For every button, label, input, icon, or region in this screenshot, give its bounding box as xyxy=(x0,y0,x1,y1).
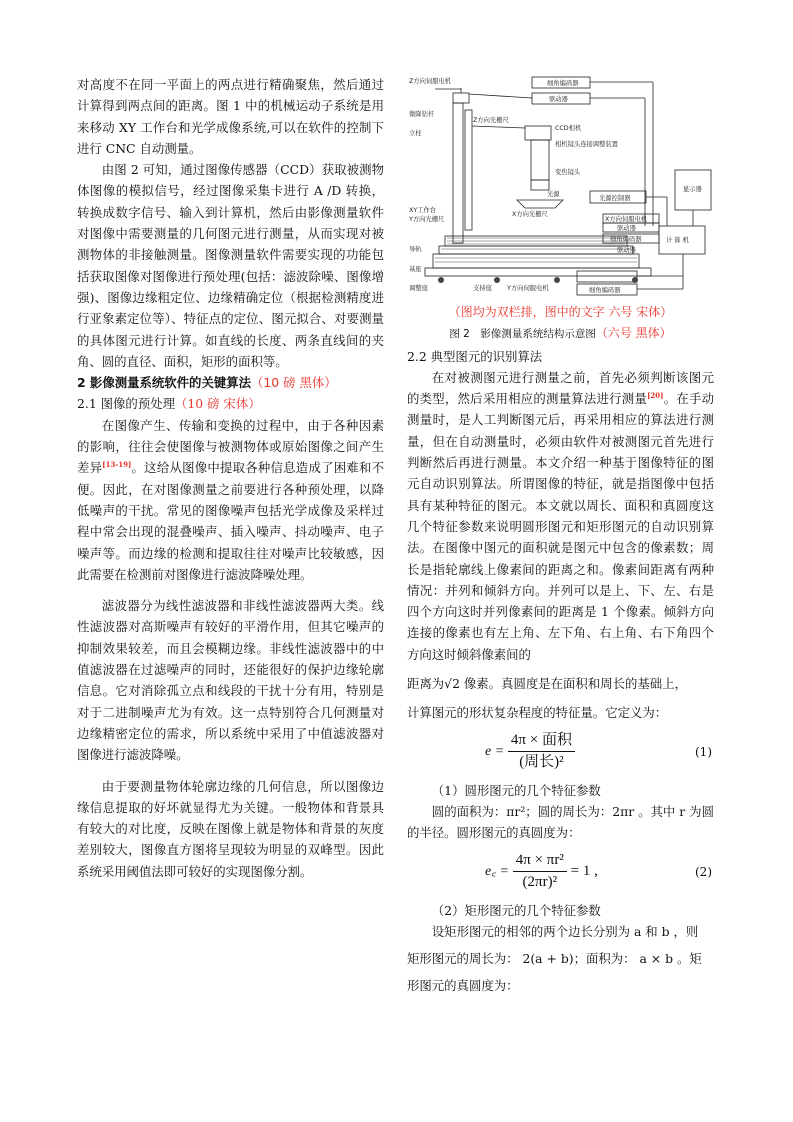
right-column xyxy=(407,76,714,997)
paragraph-rectangle-1: 设矩形图元的相邻的两个边长分别为 a 和 b ，则 xyxy=(431,923,699,939)
paragraph-edge: 由于要测量物体轮廓边缘的几何信息，所以图像边缘信息提取的好坏就显得尤为关键。一般物体和背景具有较大的对比度，反映在图像上就是物体和背景的灰度差别较大，图像直方图将呈现较为明显的双峰型。因此系统采用阈值法即可较好的实现图像分割。 xyxy=(77,778,384,879)
figure-caption-text: 图 2 影像测量系统结构示意图 xyxy=(449,328,596,341)
paragraph-preprocessing-b: 。这给从图像中提取各种信息造成了困难和不便。因此，在对图像测量之前要进行各种预处理，以降低噪声的干扰。常见的图像噪声包括光学成像及采样过程中常会出现的混叠噪声、插入噪声、抖动噪声、电子噪声等。而边缘的检测和提取往往对噪声比较敏感，因此需要在检测前对图像进行滤波降噪处理。 xyxy=(77,460,385,582)
figure-label: 细角编码器 xyxy=(589,287,621,294)
equation-1-lhs: e = xyxy=(485,743,505,759)
figure-label: 驱动器 xyxy=(617,247,636,254)
figure-label: Z方向光栅尺 xyxy=(473,117,509,124)
figure-label: 相机镜头连接调整装置 xyxy=(555,141,618,148)
paragraph-recognition-a: 在对被测图元进行测量之前，首先必须判断该图元的类型，然后采用相应的测量算法进行测量 xyxy=(407,369,714,407)
section-heading-2-text: 2 影像测量系统软件的关键算法 xyxy=(77,375,252,391)
equation-2-numerator: 4π × πr² xyxy=(513,850,567,872)
figure-note: （图均为双栏排，图中的文字 六号 宋体） xyxy=(448,305,673,319)
figure-label: 细角编码器 xyxy=(547,80,579,87)
figure-label: Y方向光栅尺 xyxy=(409,216,445,223)
equation-2-denominator: (2πr)² xyxy=(522,873,558,890)
figure-label: XY工作台 xyxy=(409,207,437,214)
figure-label: 立柱 xyxy=(409,130,422,137)
equation-2-lhs: e꜀ = xyxy=(485,863,510,879)
equation-2 xyxy=(407,850,714,894)
paragraph-preprocessing-a: 在图像产生、传输和变换的过程中，由于各种因素的影响，往往会使图像与被测物体或原始图像之间产生差异 xyxy=(77,417,384,476)
paragraph-distance: 距离为√2 像素。真圆度是在面积和周长的基础上， xyxy=(407,676,687,692)
citation-13-19: [13-19] xyxy=(102,460,132,470)
section-heading-2 xyxy=(77,372,384,393)
equation-2-fraction xyxy=(513,850,567,894)
paragraph-rectangle-2: 矩形图元的周长为： 2(a + b)；面积为： a × b 。矩 xyxy=(407,951,702,967)
figure-label: 驱动器 xyxy=(617,225,636,232)
section-heading-2-1 xyxy=(77,393,384,414)
figure-label: CCD相机 xyxy=(555,125,582,132)
system-structure-figure xyxy=(407,76,714,316)
paragraph-intro: 对高度不在同一平面上的两点进行精确聚焦，然后通过计算得到两点间的距离。图 1 中的机械运动子系统是用来移动 XY 工作台和光学成像系统,可以在软件的控制下进行 CNC 自动测量。 xyxy=(77,77,384,156)
figure-label: 支持座 xyxy=(473,285,492,292)
equation-2-number: (2) xyxy=(695,864,712,879)
paragraph-fig2-description: 由图 2 可知，通过图像传感器（CCD）获取被测物体图像的模拟信号，经过图像采集卡进行 A /D 转换，转换成数字信号、输入到计算机，然后由影像测量软件对图像中需要测量的几何图元进行测量，从而实现对被测物体的非接触测量。图像测量软件需要实现的功能包括获取图像对图像进行预处理(包括：滤波除噪、图像增强)、图像边缘粗定位、边缘精确定位（根据检测精度进行亚象素定位等）、特征点的定位、图元拟合、对要测量的具体图元进行计算。如直线的长度、两条直线间的夹角、圆的直径、面积，矩形的面积等。 xyxy=(77,162,384,369)
equation-1-number: (1) xyxy=(695,744,712,759)
paragraph-rectangle-3: 形图元的真圆度为： xyxy=(407,978,519,994)
figure-label: 光源 xyxy=(547,191,560,198)
figure-label: 变焦镜头 xyxy=(555,169,581,176)
figure-label: 导轨 xyxy=(409,246,422,253)
section-heading-2-2: 2.2 典型图元的识别算法 xyxy=(407,348,543,364)
figure-label: X方向伺服电机 xyxy=(605,216,648,223)
equation-1-fraction xyxy=(508,730,575,774)
figure-label: 光源控制器 xyxy=(599,195,631,202)
section-heading-2-1-text: 2.1 图像的预处理 xyxy=(77,396,175,412)
equation-1-formula xyxy=(485,730,575,774)
equation-1 xyxy=(407,730,714,774)
figure-caption-note: （六号 黑体） xyxy=(595,326,672,341)
figure-label: 显示器 xyxy=(683,186,702,193)
citation-20: [20] xyxy=(647,391,664,401)
figure-label: Y方向伺服电机 xyxy=(507,285,549,292)
figure-label: 微降钻杆 xyxy=(409,111,435,118)
subsection-rectangle-title: （2）矩形图元的几个特征参数 xyxy=(431,902,601,918)
section-heading-2-note: （10 磅 黑体） xyxy=(251,375,337,391)
equation-2-rhs: = 1 , xyxy=(570,862,598,879)
figure-label: 调整座 xyxy=(409,285,428,292)
section-heading-2-1-note: （10 磅 宋体） xyxy=(175,396,261,412)
paragraph-recognition-b: 。在手动测量时，是人工判断图元后，再采用相应的算法进行测量，但在自动测量时，必须由软件对被测图元首先进行判断然后再进行测量。本文介绍一种基于图像特征的图元自动识别算法。所谓图像的特征，就是指图像中包括具有某种特征的图元。本文就以周长、面积和真圆度这几个特征参数来说明圆形图元和矩形图元的自动识别算法。在图像中图元的面积就是图元中包含的像素数；周长是指轮廓线上像素间的距离之和。像素间距离有两种情况：并列和倾斜方向。并列可以是上、下、左、右是四个方向这时并列像素间的距离是 1 个像素。倾斜方向连接的像素也有左上角、左下角、右上角、右下角四个方向这时倾斜像素间的 xyxy=(407,391,715,662)
subsection-circle-title: （1）圆形图元的几个特征参数 xyxy=(431,782,601,798)
figure-label: X方向光栅尺 xyxy=(512,211,548,218)
figure-caption xyxy=(407,323,714,345)
figure-label: 计 算 机 xyxy=(666,237,689,244)
paragraph-circle: 圆的面积为：πr²；圆的周长为：2πr 。其中 r 为圆的半径。圆形图元的真圆度为： xyxy=(407,803,714,841)
left-column xyxy=(77,74,384,882)
paragraph-recognition xyxy=(407,367,714,665)
paragraph-definition: 计算图元的形状复杂程度的特征量。它定义为： xyxy=(407,705,668,721)
paragraph-preprocessing xyxy=(77,415,384,585)
figure-label: 驱动器 xyxy=(549,96,568,103)
equation-1-denominator: (周长)² xyxy=(519,753,564,770)
paragraph-filters: 滤波器分为线性滤波器和非线性滤波器两大类。线性滤波器对高斯噪声有较好的平滑作用，但其它噪声的抑制效果较差，而且会模糊边缘。非线性滤波器中的中值滤波器在过滤噪声的同时，还能很好的保护边缘轮廓信息。它对消除孤立点和线段的干扰十分有用，特别是对于二进制噪声尤为有效。这一点特别符合几何测量对边缘精密定位的需求，所以系统中采用了中值滤波器对图像进行滤波降噪。 xyxy=(77,598,384,763)
figure-label: 基座 xyxy=(409,266,422,273)
equation-2-formula xyxy=(485,850,598,894)
figure-label: 细角编码器 xyxy=(610,236,642,243)
equation-1-numerator: 4π × 面积 xyxy=(508,730,575,752)
figure-label: Z方向伺服电机 xyxy=(409,78,452,85)
